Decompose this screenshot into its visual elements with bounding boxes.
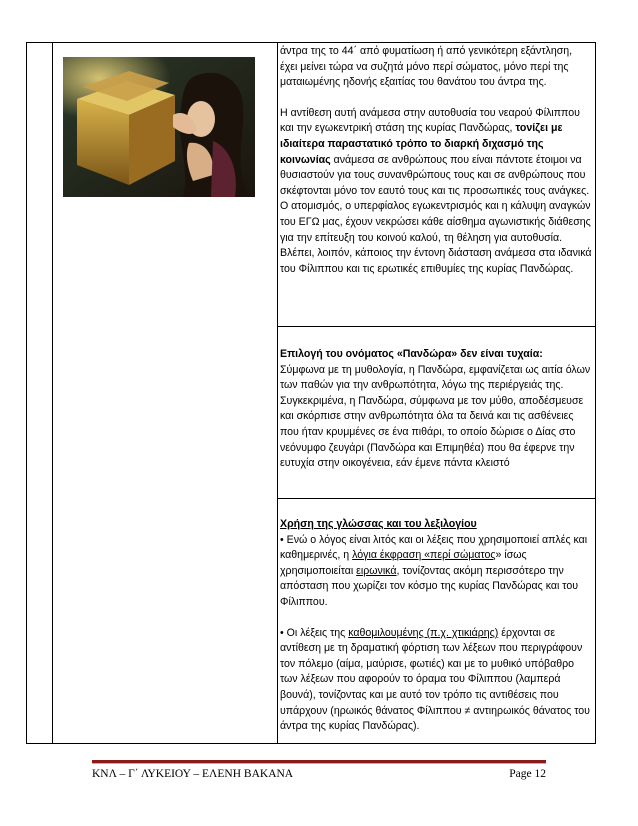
text-span: ανάμεσα σε ανθρώπους που είναι πάντοτε έτοιμοι να θυσιαστούν για τους συνανθρώπους τους και σε ανθρώπους που σκέφτονται μόνο τον εαυτό τους και τις προσωπικές τους ανάγκες. Ο ατομισμός, ο υπερφίαλος εγωκεντρισμός και η κάλυψη αναγκών του ΕΓΩ μας, έχουν νεκρώσει κάθε αίσθημα αγωνιστικής διάθεσης για την επίτευξη του κοινού καλού, τη θέληση για αυτοθυσία. Βλέπει, λοιπόν, κάποιος την έντονη διάσταση ανάμεσα στα ιδανικά του Φίλιππου και τις ερωτικές επιθυμίες της κυρίας Πανδώρας. (280, 153, 592, 275)
paragraph-block-3 (280, 517, 592, 735)
section-heading: Χρήση της γλώσσας και του λεξιλογίου (280, 518, 477, 530)
text-span: Η αντίθεση αυτή ανάμεσα στην αυτοθυσία του νεαρού Φίλιππου και την εγωκεντρική στάση της κυρίας Πανδώρας, (280, 106, 580, 135)
paragraph-text: Σύμφωνα με τη μυθολογία, η Πανδώρα, εμφανίζεται ως αιτία όλων των παθών για την ανθρωπότητα, λόγω της περιέργειάς της. Συγκεκριμένα, η Πανδώρα, σύμφωνα με τον μύθο, αποδέσμευσε και σκόρπισε στην ανθρωπότητα όλα τα δεινά και τις ασθένειες που ήταν κρυμμένες σε ένα πιθάρι, το οποίο δώρισε ο Δίας στο νεόνυμφο ζευγάρι (Πανδώρα και Επιμηθέα) που θα έφερνε την ευτυχία στην οικογένεια, εάν έμενε πάντα κλειστό (280, 363, 591, 470)
page-number: Page 12 (509, 768, 546, 780)
text-span: , τονίζοντας ακόμη περισσότερο την απόσταση που χωρίζει τον κόσμο της κυρίας Πανδώρας και του Φίλιππου. (280, 564, 579, 608)
underlined-text: καθομιλουμένης (π.χ. χτικιάρης) (348, 626, 499, 639)
underlined-text: ειρωνικά (356, 564, 397, 577)
pandora-painting (63, 57, 255, 197)
column-divider (277, 43, 278, 743)
text-span: » ίσως χρησιμοποιείται (280, 549, 527, 577)
content-table (26, 42, 596, 744)
bullet-item (280, 626, 592, 735)
text-span: • Οι λέξεις της (280, 626, 349, 639)
text-span: έρχονται σε αντίθεση με τη δραματική φόρτιση των λέξεων που περιγράφουν τον πόλεμο (αίμα, μαύρισε, φωτιές) και με το μυθικό υπόβαθρο των λέξεων που αφορούν το όραμα του Φίλιππου (λαμπερά βουνά), τονίζοντας και με αυτό τον τρόπο τις αντιθέσεις που υπάρχουν (ηρωικός θάνατος Φίλιππου ≠ αντιηρωικός θάνατος του άντρα της κυρίας Πανδώρας). (280, 626, 590, 733)
bold-text: τονίζει με ιδιαίτερα παραστατικό τρόπο το διαρκή διχασμό της κοινωνίας (280, 122, 563, 166)
bullet-item (280, 533, 592, 611)
section-heading: Επιλογή του ονόματος «Πανδώρα» δεν είναι τυχαία: (280, 348, 543, 360)
paragraph-block-2 (280, 347, 592, 472)
underlined-text: λόγια έκφραση «περί σώματος (352, 549, 496, 562)
paragraph-text: άντρα της το 44΄ από φυματίωση ή από γενικότερη εξάντληση, έχει μείνει τώρα να συζητά μόνο περί σώματος, μόνο περί της ματαιωμένης ηδονής εξαιτίας του θανάτου του άντρα της. (280, 45, 573, 89)
column-divider (52, 43, 53, 743)
row-divider (277, 326, 595, 327)
pandora-painting-image (63, 57, 255, 197)
row-divider (277, 498, 595, 499)
footer-rule-thin (92, 763, 546, 764)
text-span: • Ενώ ο λόγος είναι λιτός και οι λέξεις που χρησιμοποιεί απλές και καθημερινές, η (280, 533, 588, 562)
paragraph-antithesis (280, 106, 592, 278)
footer-author: ΚΝΛ – Γ΄ ΛΥΚΕΙΟΥ – ΕΛΕΝΗ ΒΑΚΑΝΑ (92, 768, 294, 780)
paragraph-block-1 (280, 44, 592, 277)
